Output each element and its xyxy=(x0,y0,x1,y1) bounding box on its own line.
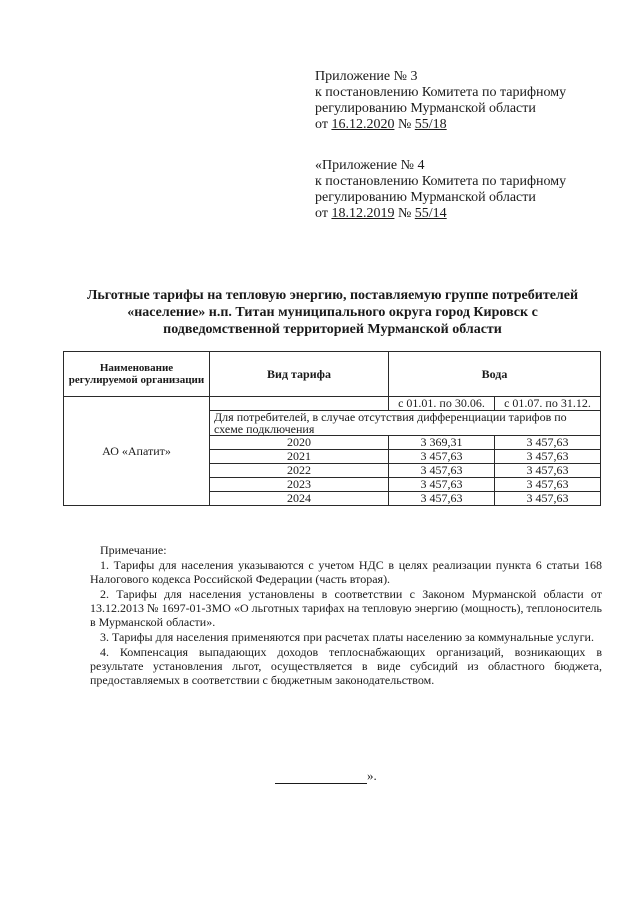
appendix-4-line3: регулированию Мурманской области xyxy=(315,190,536,205)
notes-heading: Примечание: xyxy=(100,543,167,557)
appendix-3-number: 55/18 xyxy=(414,117,447,132)
tariff-h2-cell: 3 457,63 xyxy=(494,464,600,478)
appendix-4-date: 18.12.2019 xyxy=(331,206,395,221)
notes-section xyxy=(90,543,602,688)
tariff-h1-cell: 3 457,63 xyxy=(389,464,495,478)
period-h1: с 01.01. по 30.06. xyxy=(389,397,495,411)
appendix-3-line3: регулированию Мурманской области xyxy=(315,101,536,116)
appendix-4-date-line xyxy=(315,206,615,222)
period-empty-cell xyxy=(210,397,389,411)
appendix-4-header xyxy=(315,158,615,222)
condition-cell: Для потребителей, в случае отсутствия дифференциации тарифов по схеме подключения xyxy=(210,411,601,436)
appendix-3-date-prefix: от xyxy=(315,117,332,132)
tariff-h2-cell: 3 457,63 xyxy=(494,492,600,506)
appendix-4-date-prefix: от xyxy=(315,206,332,221)
title-line-2: «население» н.п. Титан муниципального округа город Кировск с xyxy=(127,305,538,320)
title-line-1: Льготные тарифы на тепловую энергию, поставляемую группе потребителей xyxy=(86,288,579,303)
header-org: Наименование регулируемой организации xyxy=(64,352,210,397)
tariff-h1-cell: 3 457,63 xyxy=(389,450,495,464)
tariff-h1-cell: 3 457,63 xyxy=(389,478,495,492)
year-cell: 2020 xyxy=(210,436,389,450)
closing-quote: ». xyxy=(367,768,377,783)
year-cell: 2022 xyxy=(210,464,389,478)
appendix-3-header xyxy=(315,69,615,133)
tariff-table xyxy=(63,351,601,506)
table-period-row xyxy=(64,397,601,411)
document-title xyxy=(60,287,605,338)
signature-line xyxy=(275,771,367,784)
period-h2: с 01.07. по 31.12. xyxy=(494,397,600,411)
header-tariff-kind: Вид тарифа xyxy=(210,352,389,397)
appendix-3-num-prefix: № xyxy=(394,117,415,132)
appendix-4-num-prefix: № xyxy=(394,206,415,221)
tariff-h2-cell: 3 457,63 xyxy=(494,478,600,492)
header-water: Вода xyxy=(389,352,601,397)
appendix-4-title: «Приложение № 4 xyxy=(315,158,425,173)
appendix-3-line2: к постановлению Комитета по тарифному xyxy=(315,85,567,100)
tariff-h2-cell: 3 457,63 xyxy=(494,436,600,450)
note-item-4: 4. Компенсация выпадающих доходов теплоснабжающих организаций, возникающих в результате установления льгот, осуществляется в виде субсидий из областного бюджета, предоставляемых в соответствии с бюджетным законодательством. xyxy=(90,645,602,687)
tariff-h1-cell: 3 457,63 xyxy=(389,492,495,506)
year-cell: 2021 xyxy=(210,450,389,464)
tariff-h2-cell: 3 457,63 xyxy=(494,450,600,464)
closing-mark xyxy=(275,768,377,784)
note-item-2: 2. Тарифы для населения установлены в соответствии с Законом Мурманской области от 13.12.2013 № 1697-01-ЗМО «О льготных тарифах на тепловую энергию (мощность), теплоноситель в Мурманской области». xyxy=(90,587,602,629)
table-header-row xyxy=(64,352,601,397)
org-name-cell: АО «Апатит» xyxy=(64,397,210,506)
year-cell: 2024 xyxy=(210,492,389,506)
appendix-3-title: Приложение № 3 xyxy=(315,69,418,84)
title-line-3: подведомственной территорией Мурманской области xyxy=(163,322,502,337)
appendix-4-line2: к постановлению Комитета по тарифному xyxy=(315,174,567,189)
appendix-3-date: 16.12.2020 xyxy=(331,117,395,132)
note-item-1: 1. Тарифы для населения указываются с учетом НДС в целях реализации пункта 6 статьи 168 Налогового кодекса Российской Федерации (часть вторая). xyxy=(90,558,602,586)
note-item-3: 3. Тарифы для населения применяются при расчетах платы населению за коммунальные услуги. xyxy=(100,630,594,644)
appendix-4-number: 55/14 xyxy=(414,206,447,221)
year-cell: 2023 xyxy=(210,478,389,492)
tariff-h1-cell: 3 369,31 xyxy=(389,436,495,450)
appendix-3-date-line xyxy=(315,117,615,133)
